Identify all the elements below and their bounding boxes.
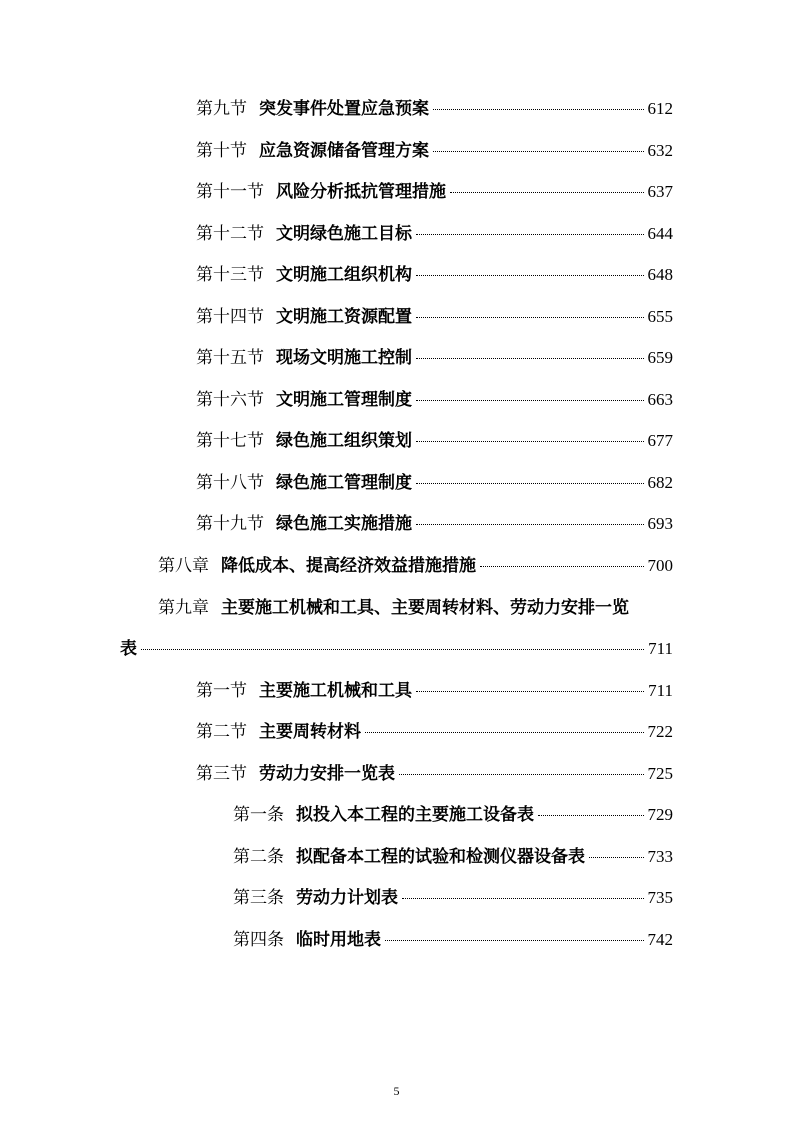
dot-leader <box>416 524 644 525</box>
dot-leader <box>480 566 644 567</box>
toc-entry-section-9[interactable] <box>196 98 673 120</box>
toc-entry-section-17[interactable] <box>196 430 673 452</box>
toc-entry-page: 648 <box>647 265 673 284</box>
toc-entry-title: 现场文明施工控制 <box>276 348 412 368</box>
toc-entry-label: 第八章 <box>158 556 209 576</box>
toc-entry-title: 文明施工管理制度 <box>276 390 412 410</box>
toc-entry-label: 第九节 <box>196 99 247 119</box>
toc-entry-article-3[interactable] <box>233 887 673 909</box>
page-number: 5 <box>393 1084 400 1098</box>
toc-entry-page: 693 <box>647 514 673 533</box>
toc-entry-title: 拟投入本工程的主要施工设备表 <box>296 805 534 825</box>
dot-leader <box>416 483 644 484</box>
toc-entry-section-13[interactable] <box>196 264 673 286</box>
toc-entry-label: 第十节 <box>196 141 247 161</box>
toc-entry-page: 722 <box>647 722 673 741</box>
toc-entry-page: 735 <box>647 888 673 907</box>
toc-entry-title: 主要施工机械和工具、主要周转材料、劳动力安排一览 <box>221 598 629 618</box>
dot-leader <box>365 732 644 733</box>
toc-entry-title: 应急资源储备管理方案 <box>259 141 429 161</box>
toc-entry-title: 降低成本、提高经济效益措施措施 <box>221 556 476 576</box>
dot-leader <box>416 317 644 318</box>
toc-entry-title: 拟配备本工程的试验和检测仪器设备表 <box>296 847 585 867</box>
dot-leader <box>433 109 644 110</box>
toc-entry-page: 733 <box>647 847 673 866</box>
toc-entry-label: 第十八节 <box>196 473 264 493</box>
toc-entry-section-15[interactable] <box>196 347 673 369</box>
toc-entry-article-2[interactable] <box>233 846 673 868</box>
toc-entry-label: 第十九节 <box>196 514 264 534</box>
toc-entry-page: 700 <box>647 556 673 575</box>
toc-entry-label: 第十六节 <box>196 390 264 410</box>
toc-entry-label: 第一条 <box>233 805 284 825</box>
toc-entry-title: 劳动力安排一览表 <box>259 764 395 784</box>
dot-leader <box>416 691 644 692</box>
toc-entry-title: 主要施工机械和工具 <box>259 681 412 701</box>
toc-entry-page: 655 <box>647 307 673 326</box>
toc-entry-title: 绿色施工管理制度 <box>276 473 412 493</box>
toc-entry-article-1[interactable] <box>233 804 673 826</box>
toc-entry-chapter-9-continuation[interactable] <box>120 638 673 660</box>
dot-leader <box>416 358 644 359</box>
toc-entry-page: 677 <box>647 431 673 450</box>
toc-entry-page: 612 <box>647 99 673 118</box>
dot-leader <box>450 192 644 193</box>
toc-entry-page: 711 <box>648 639 673 658</box>
toc-entry-section-12[interactable] <box>196 223 673 245</box>
toc-entry-title: 绿色施工实施措施 <box>276 514 412 534</box>
dot-leader <box>416 234 644 235</box>
toc-entry-label: 第三条 <box>233 888 284 908</box>
dot-leader <box>416 441 644 442</box>
toc-entry-section-11[interactable] <box>196 181 673 203</box>
dot-leader <box>416 400 644 401</box>
toc-entry-title: 临时用地表 <box>296 930 381 950</box>
toc-entry-page: 663 <box>647 390 673 409</box>
toc-entry-label: 第十四节 <box>196 307 264 327</box>
toc-entry-title: 劳动力计划表 <box>296 888 398 908</box>
toc-entry-section-19[interactable] <box>196 513 673 535</box>
toc-entry-title: 文明绿色施工目标 <box>276 224 412 244</box>
toc-entry-label: 第四条 <box>233 930 284 950</box>
toc-entry-section-14[interactable] <box>196 306 673 328</box>
toc-entry-page: 659 <box>647 348 673 367</box>
toc-entry-section-18[interactable] <box>196 472 673 494</box>
toc-entry-section-16[interactable] <box>196 389 673 411</box>
toc-entry-label: 第九章 <box>158 598 209 618</box>
toc-entry-ch9-section-3[interactable] <box>196 763 673 785</box>
dot-leader <box>141 649 644 650</box>
toc-entry-chapter-9[interactable] <box>158 597 629 619</box>
dot-leader <box>402 898 644 899</box>
toc-entry-label: 第十三节 <box>196 265 264 285</box>
toc-entry-title: 突发事件处置应急预案 <box>259 99 429 119</box>
toc-entry-title: 风险分析抵抗管理措施 <box>276 182 446 202</box>
toc-entry-page: 637 <box>647 182 673 201</box>
toc-entry-page: 725 <box>647 764 673 783</box>
toc-entry-page: 644 <box>647 224 673 243</box>
toc-entry-label: 第十一节 <box>196 182 264 202</box>
toc-entry-title: 主要周转材料 <box>259 722 361 742</box>
toc-entry-section-10[interactable] <box>196 140 673 162</box>
dot-leader <box>433 151 644 152</box>
toc-entry-label: 第十二节 <box>196 224 264 244</box>
toc-entry-title: 绿色施工组织策划 <box>276 431 412 451</box>
toc-entry-title-continuation: 表 <box>120 639 137 659</box>
toc-entry-page: 711 <box>648 681 673 700</box>
toc-entry-article-4[interactable] <box>233 929 673 951</box>
toc-entry-page: 729 <box>647 805 673 824</box>
dot-leader <box>538 815 644 816</box>
toc-entry-title: 文明施工资源配置 <box>276 307 412 327</box>
toc-entry-title: 文明施工组织机构 <box>276 265 412 285</box>
toc-entry-ch9-section-2[interactable] <box>196 721 673 743</box>
dot-leader <box>416 275 644 276</box>
toc-entry-label: 第二条 <box>233 847 284 867</box>
toc-entry-label: 第二节 <box>196 722 247 742</box>
toc-entry-label: 第十五节 <box>196 348 264 368</box>
toc-entry-page: 742 <box>647 930 673 949</box>
toc-entry-page: 632 <box>647 141 673 160</box>
toc-entry-label: 第一节 <box>196 681 247 701</box>
toc-entry-chapter-8[interactable] <box>158 555 673 577</box>
toc-entry-label: 第三节 <box>196 764 247 784</box>
toc-entry-page: 682 <box>647 473 673 492</box>
toc-entry-label: 第十七节 <box>196 431 264 451</box>
dot-leader <box>385 940 644 941</box>
dot-leader <box>399 774 644 775</box>
toc-entry-ch9-section-1[interactable] <box>196 680 673 702</box>
dot-leader <box>589 857 644 858</box>
